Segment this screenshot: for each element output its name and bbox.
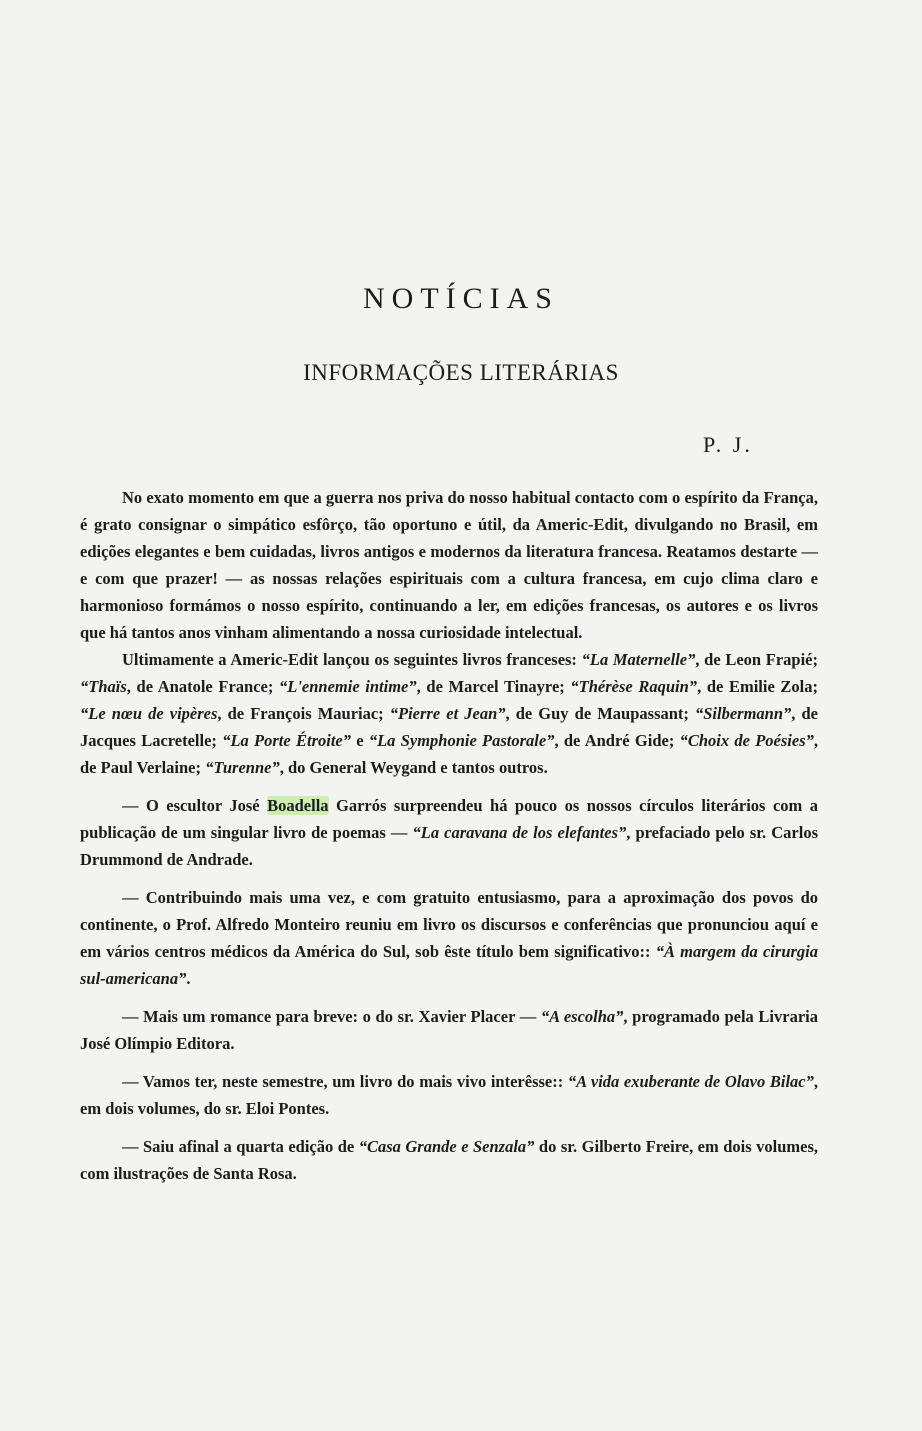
paragraph-7: — Saiu afinal a quarta edição de “Casa Grande e Senzala” do sr. Gilberto Freire, em dois volumes, com ilustrações de Santa Rosa.: [80, 1137, 819, 1183]
paragraph-4: — Contribuindo mais uma vez, e com gratuito entusiasmo, para a aproximação dos povos do continente, o Prof. Alfredo Monteiro reuniu em livro os discursos e conferências que pronunciou aquí e em vários centros médicos da América do Sul, sob êste título bem significativo:: “À margem da cirurgia sul-americana”.: [80, 888, 818, 988]
author-initials: P. J.: [703, 432, 753, 457]
article-body: [80, 484, 818, 1187]
highlighted-word[interactable]: Boadella: [267, 796, 329, 815]
paragraph-2: Ultimamente a Americ-Edit lançou os seguintes livros franceses: “La Maternelle”, de Leon Frapié; “Thaïs, de Anatole France; “L'ennemie intime”, de Marcel Tinayre; “Thérèse Raquin”, de Emilie Zola; “Le nœu de vipères, de François Mauriac; “Pierre et Jean”, de Guy de Maupassant; “Silbermann”, de Jacques Lacretelle; “La Porte Étroite” e “La Symphonie Pastorale”, de André Gide; “Choix de Poésies”, de Paul Verlaine; “Turenne”, do General Weygand e tantos outros.: [80, 650, 819, 777]
paragraph-1: No exato momento em que a guerra nos priva do nosso habitual contacto com o espírito da França, é grato consignar o simpático esfôrço, tão oportuno e útil, da Americ-Edit, divulgando no Brasil, em edições elegantes e bem cuidadas, livros antigos e modernos da literatura francesa. Reatamos destarte — e com que prazer! — as nossas relações espirituais com a cultura francesa, em cujo clima claro e harmonioso formámos o nosso espírito, continuando a ler, em edições francesas, os autores e os livros que há tantos anos vinham alimentando a nossa curiosidade intelectual.: [80, 488, 818, 642]
page-title: NOTÍCIAS: [363, 282, 559, 315]
paragraph-5: — Mais um romance para breve: o do sr. Xavier Placer — “A escolha”, programado pela Livraria José Olímpio Editora.: [80, 1007, 818, 1053]
paragraph-6: — Vamos ter, neste semestre, um livro do mais vivo interêsse:: “A vida exuberante de Olavo Bilac”, em dois volumes, do sr. Eloi Pontes.: [80, 1072, 818, 1118]
section-subtitle: INFORMAÇÕES LITERÁRIAS: [303, 360, 619, 385]
paragraph-3: — O escultor José Boadella Garrós surpreendeu há pouco os nossos círculos literários com a publicação de um singular livro de poemas — “La caravana de los elefantes”, prefaciado pelo sr. Carlos Drummond de Andrade.: [80, 796, 818, 869]
